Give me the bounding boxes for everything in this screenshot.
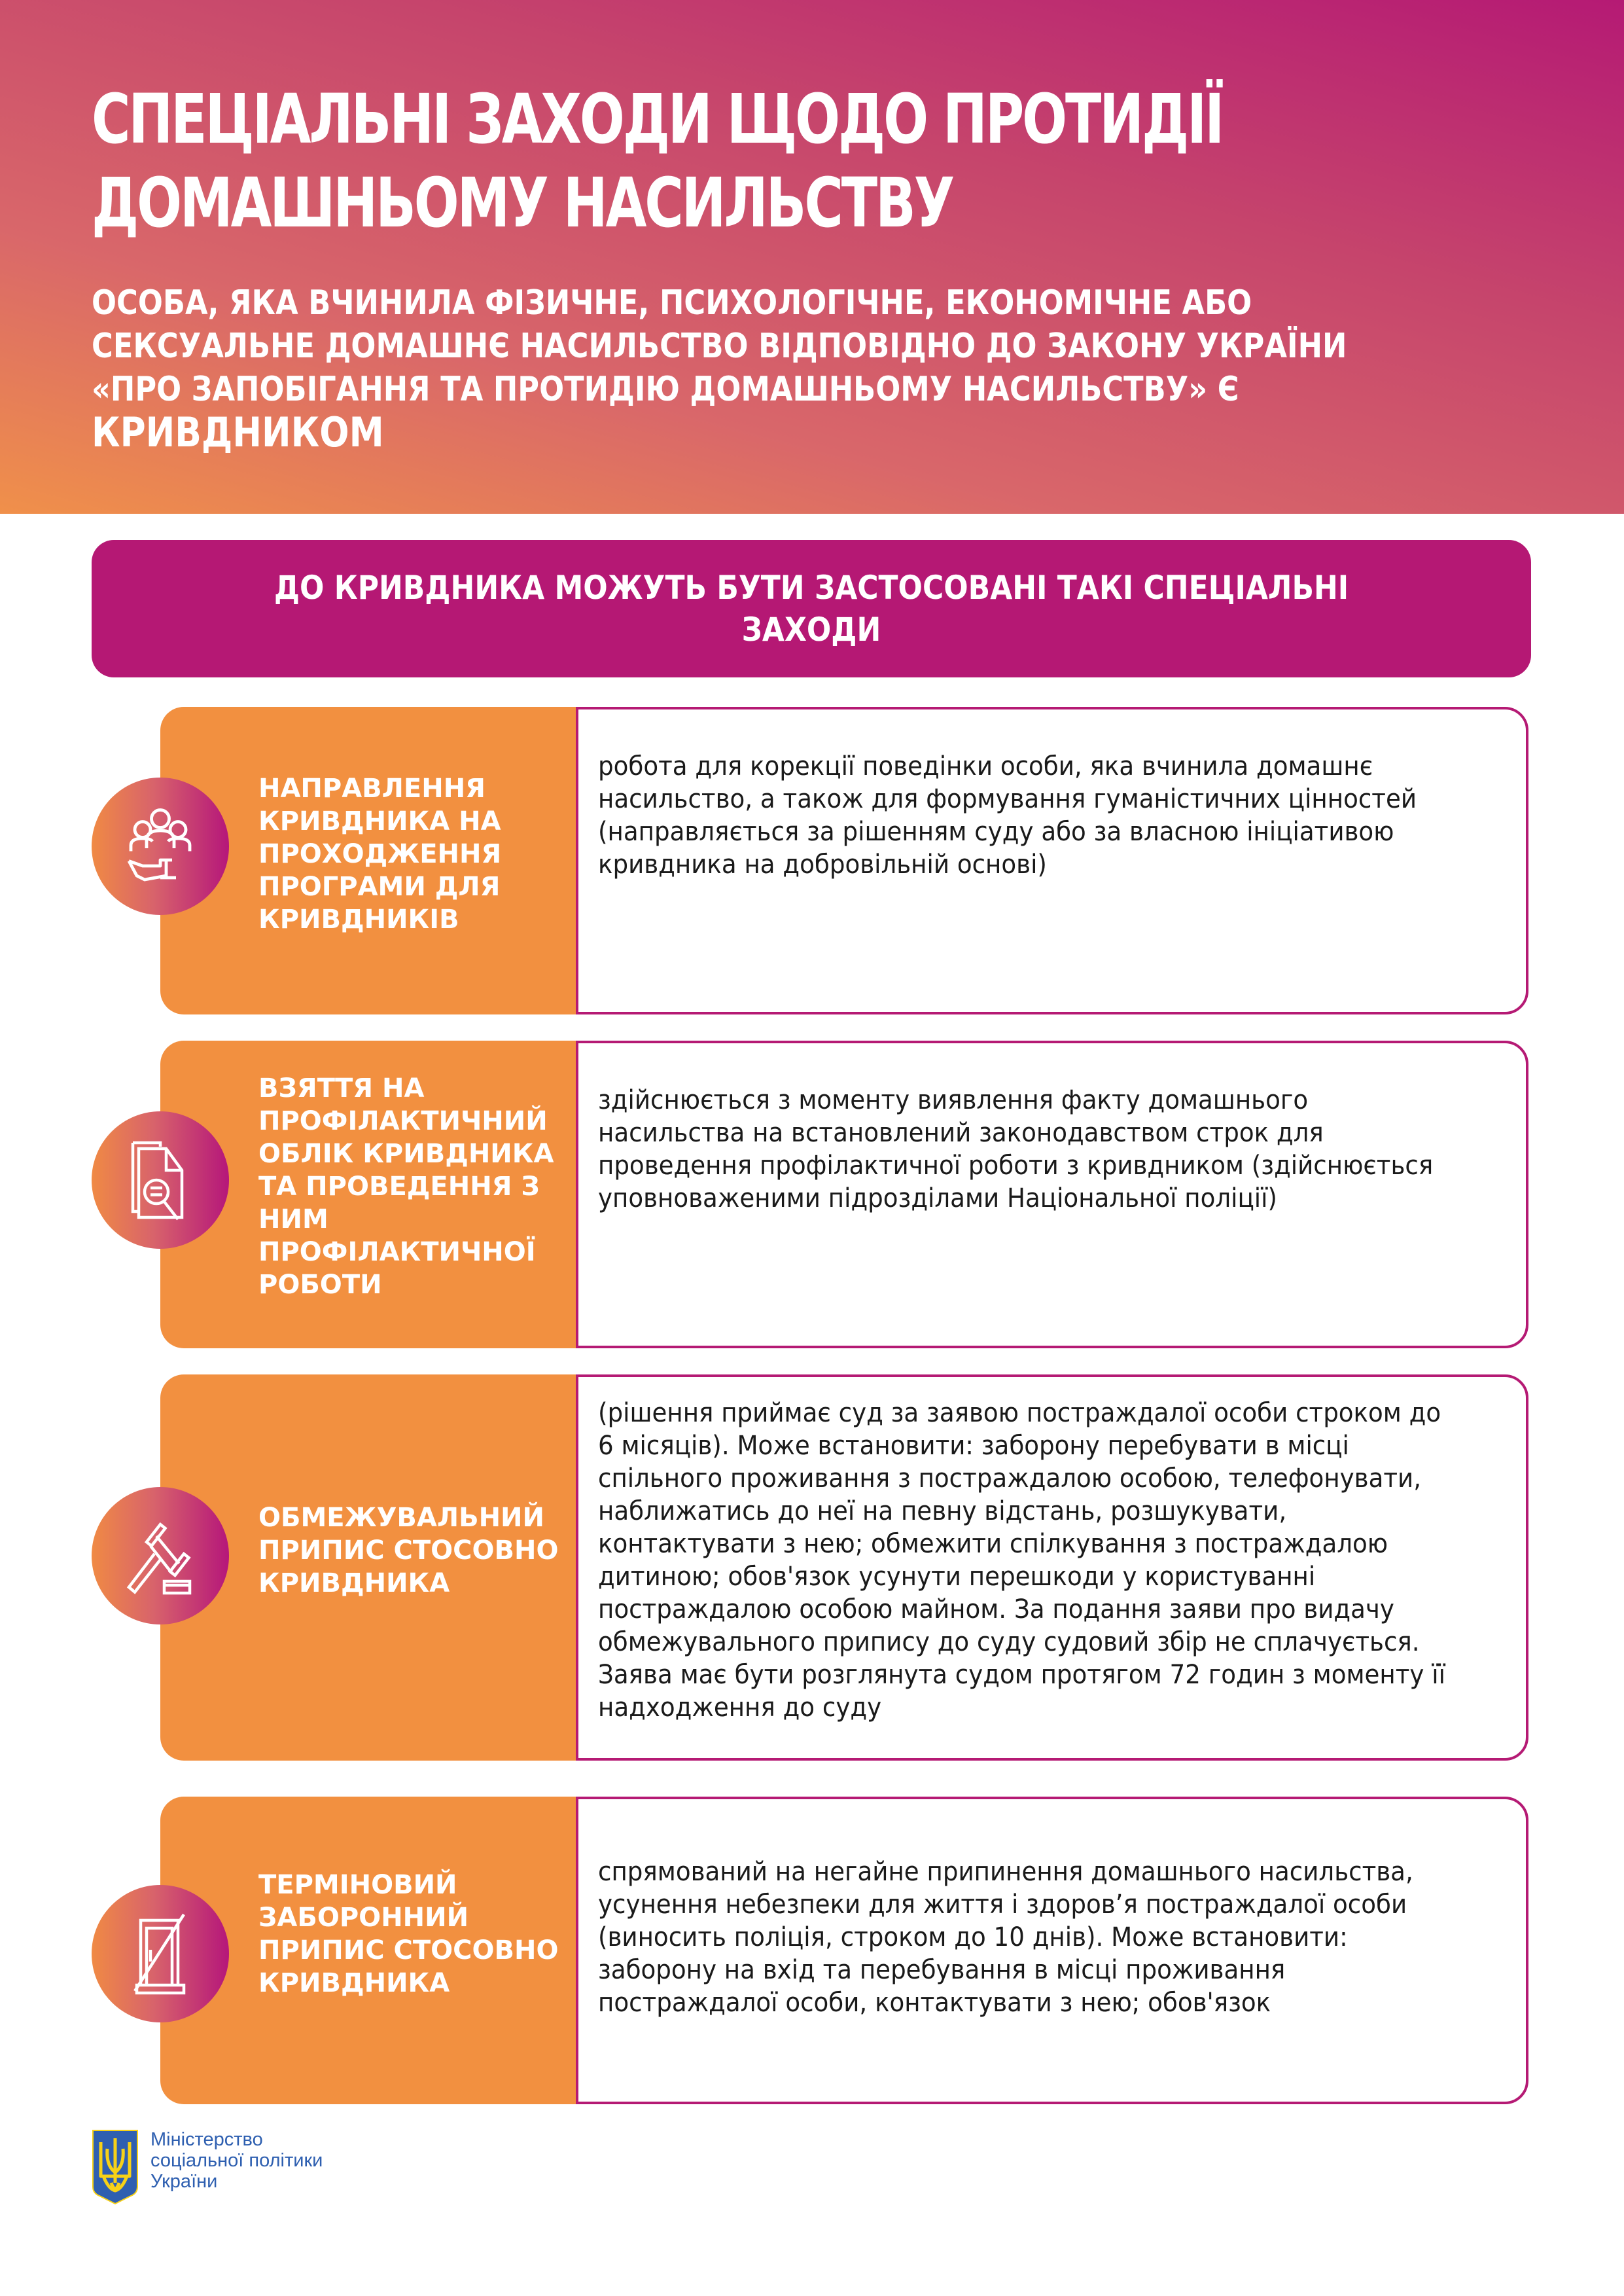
title-line: ДОМАШНЬОМУ НАСИЛЬСТВУ bbox=[92, 163, 953, 243]
people-hand-icon bbox=[92, 778, 229, 915]
measure-card bbox=[160, 707, 1531, 1014]
subtitle-emphasis: КРИВДНИКОМ bbox=[92, 408, 384, 456]
subtitle-line: ОСОБА, ЯКА ВЧИНИЛА ФІЗИЧНЕ, ПСИХОЛОГІЧНЕ, ЕКОНОМІЧНЕ АБО bbox=[92, 283, 1252, 323]
ministry-name-line: соціальної політики bbox=[150, 2150, 323, 2171]
measure-description-panel bbox=[576, 707, 1528, 1014]
header-banner bbox=[0, 0, 1624, 514]
ministry-name-line: Міністерство bbox=[150, 2129, 263, 2150]
measure-title: ТЕРМІНОВИЙ ЗАБОРОННИЙ ПРИПИС СТОСОВНО КРИВДНИКА bbox=[258, 1870, 559, 1998]
section-banner-text: ДО КРИВДНИКА МОЖУТЬ БУТИ ЗАСТОСОВАНІ ТАКІ СПЕЦІАЛЬНІ ЗАХОДИ bbox=[274, 569, 1349, 649]
measure-description: здійснюється з моменту виявлення факту домашнього насильства на встановлений законодавством строк для проведення профілактичної роботи з кривдником (здійснюється уповноваженими підрозділами Національної поліції) bbox=[598, 1085, 1434, 1213]
measure-description: (рішення приймає суд за заявою постраждалої особи строком до 6 місяців). Може встановити: заборону перебувати в місці спільного проживання з постраждалою особою, телефонувати, наближатись до неї на певну відстань, розшукувати, контактувати з нею; обмежити спілкування з постраждалою дитиною; обов'язок усунути перешкоди у користуванні постраждалою особою майном. За подання заяви про видачу обмежувального припису до суду судовий збір не сплачується. Заява має бути розглянута судом протягом 72 годин з моменту її надходження до суду bbox=[598, 1398, 1445, 1723]
measure-title: ОБМЕЖУВАЛЬНИЙ ПРИПИС СТОСОВНО КРИВДНИКА bbox=[258, 1503, 559, 1598]
ministry-name-line: України bbox=[150, 2171, 218, 2192]
measure-card bbox=[160, 1041, 1531, 1348]
subtitle-line: «ПРО ЗАПОБІГАННЯ ТА ПРОТИДІЮ ДОМАШНЬОМУ НАСИЛЬСТВУ» Є bbox=[92, 370, 1239, 409]
subtitle-line: СЕКСУАЛЬНЕ ДОМАШНЄ НАСИЛЬСТВО ВІДПОВІДНО ДО ЗАКОНУ УКРАЇНИ bbox=[92, 327, 1347, 366]
measure-description: спрямований на негайне припинення домашнього насильства, усунення небезпеки для життя і здоров’я постраждалої особи (виносить поліція, строком до 10 днів). Може встановити: заборону на вхід та перебування в місці проживання постраждалої особи, контактувати з нею; обов'язок bbox=[598, 1857, 1413, 2018]
no-entry-door-icon bbox=[92, 1885, 229, 2022]
measure-description: робота для корекції поведінки особи, яка вчинила домашнє насильство, а також для формування гуманістичних цінностей (направляється за рішенням суду або за власною ініціативою кривдника на добровільній основі) bbox=[598, 751, 1417, 880]
document-search-icon bbox=[92, 1111, 229, 1249]
measure-title: ВЗЯТТЯ НА ПРОФІЛАКТИЧНИЙ ОБЛІК КРИВДНИКА ТА ПРОВЕДЕННЯ З НИМ ПРОФІЛАКТИЧНОЇ РОБОТИ bbox=[258, 1073, 554, 1300]
ministry-logo bbox=[92, 2129, 323, 2205]
coat-of-arms-icon bbox=[92, 2129, 139, 2205]
ministry-name bbox=[150, 2129, 323, 2192]
measure-card bbox=[160, 1797, 1531, 2104]
measure-description-panel bbox=[576, 1041, 1528, 1348]
measure-title: НАПРАВЛЕННЯ КРИВДНИКА НА ПРОХОДЖЕННЯ ПРОГРАМИ ДЛЯ КРИВДНИКІВ bbox=[258, 774, 502, 935]
page-title bbox=[92, 77, 1223, 245]
section-banner bbox=[92, 540, 1531, 677]
gavel-icon bbox=[92, 1487, 229, 1624]
measure-description-panel bbox=[576, 1374, 1528, 1761]
title-line: СПЕЦІАЛЬНІ ЗАХОДИ ЩОДО ПРОТИДІЇ bbox=[92, 79, 1223, 159]
page-subtitle bbox=[92, 281, 1347, 454]
measure-description-panel bbox=[576, 1797, 1528, 2104]
measure-card bbox=[160, 1374, 1531, 1761]
